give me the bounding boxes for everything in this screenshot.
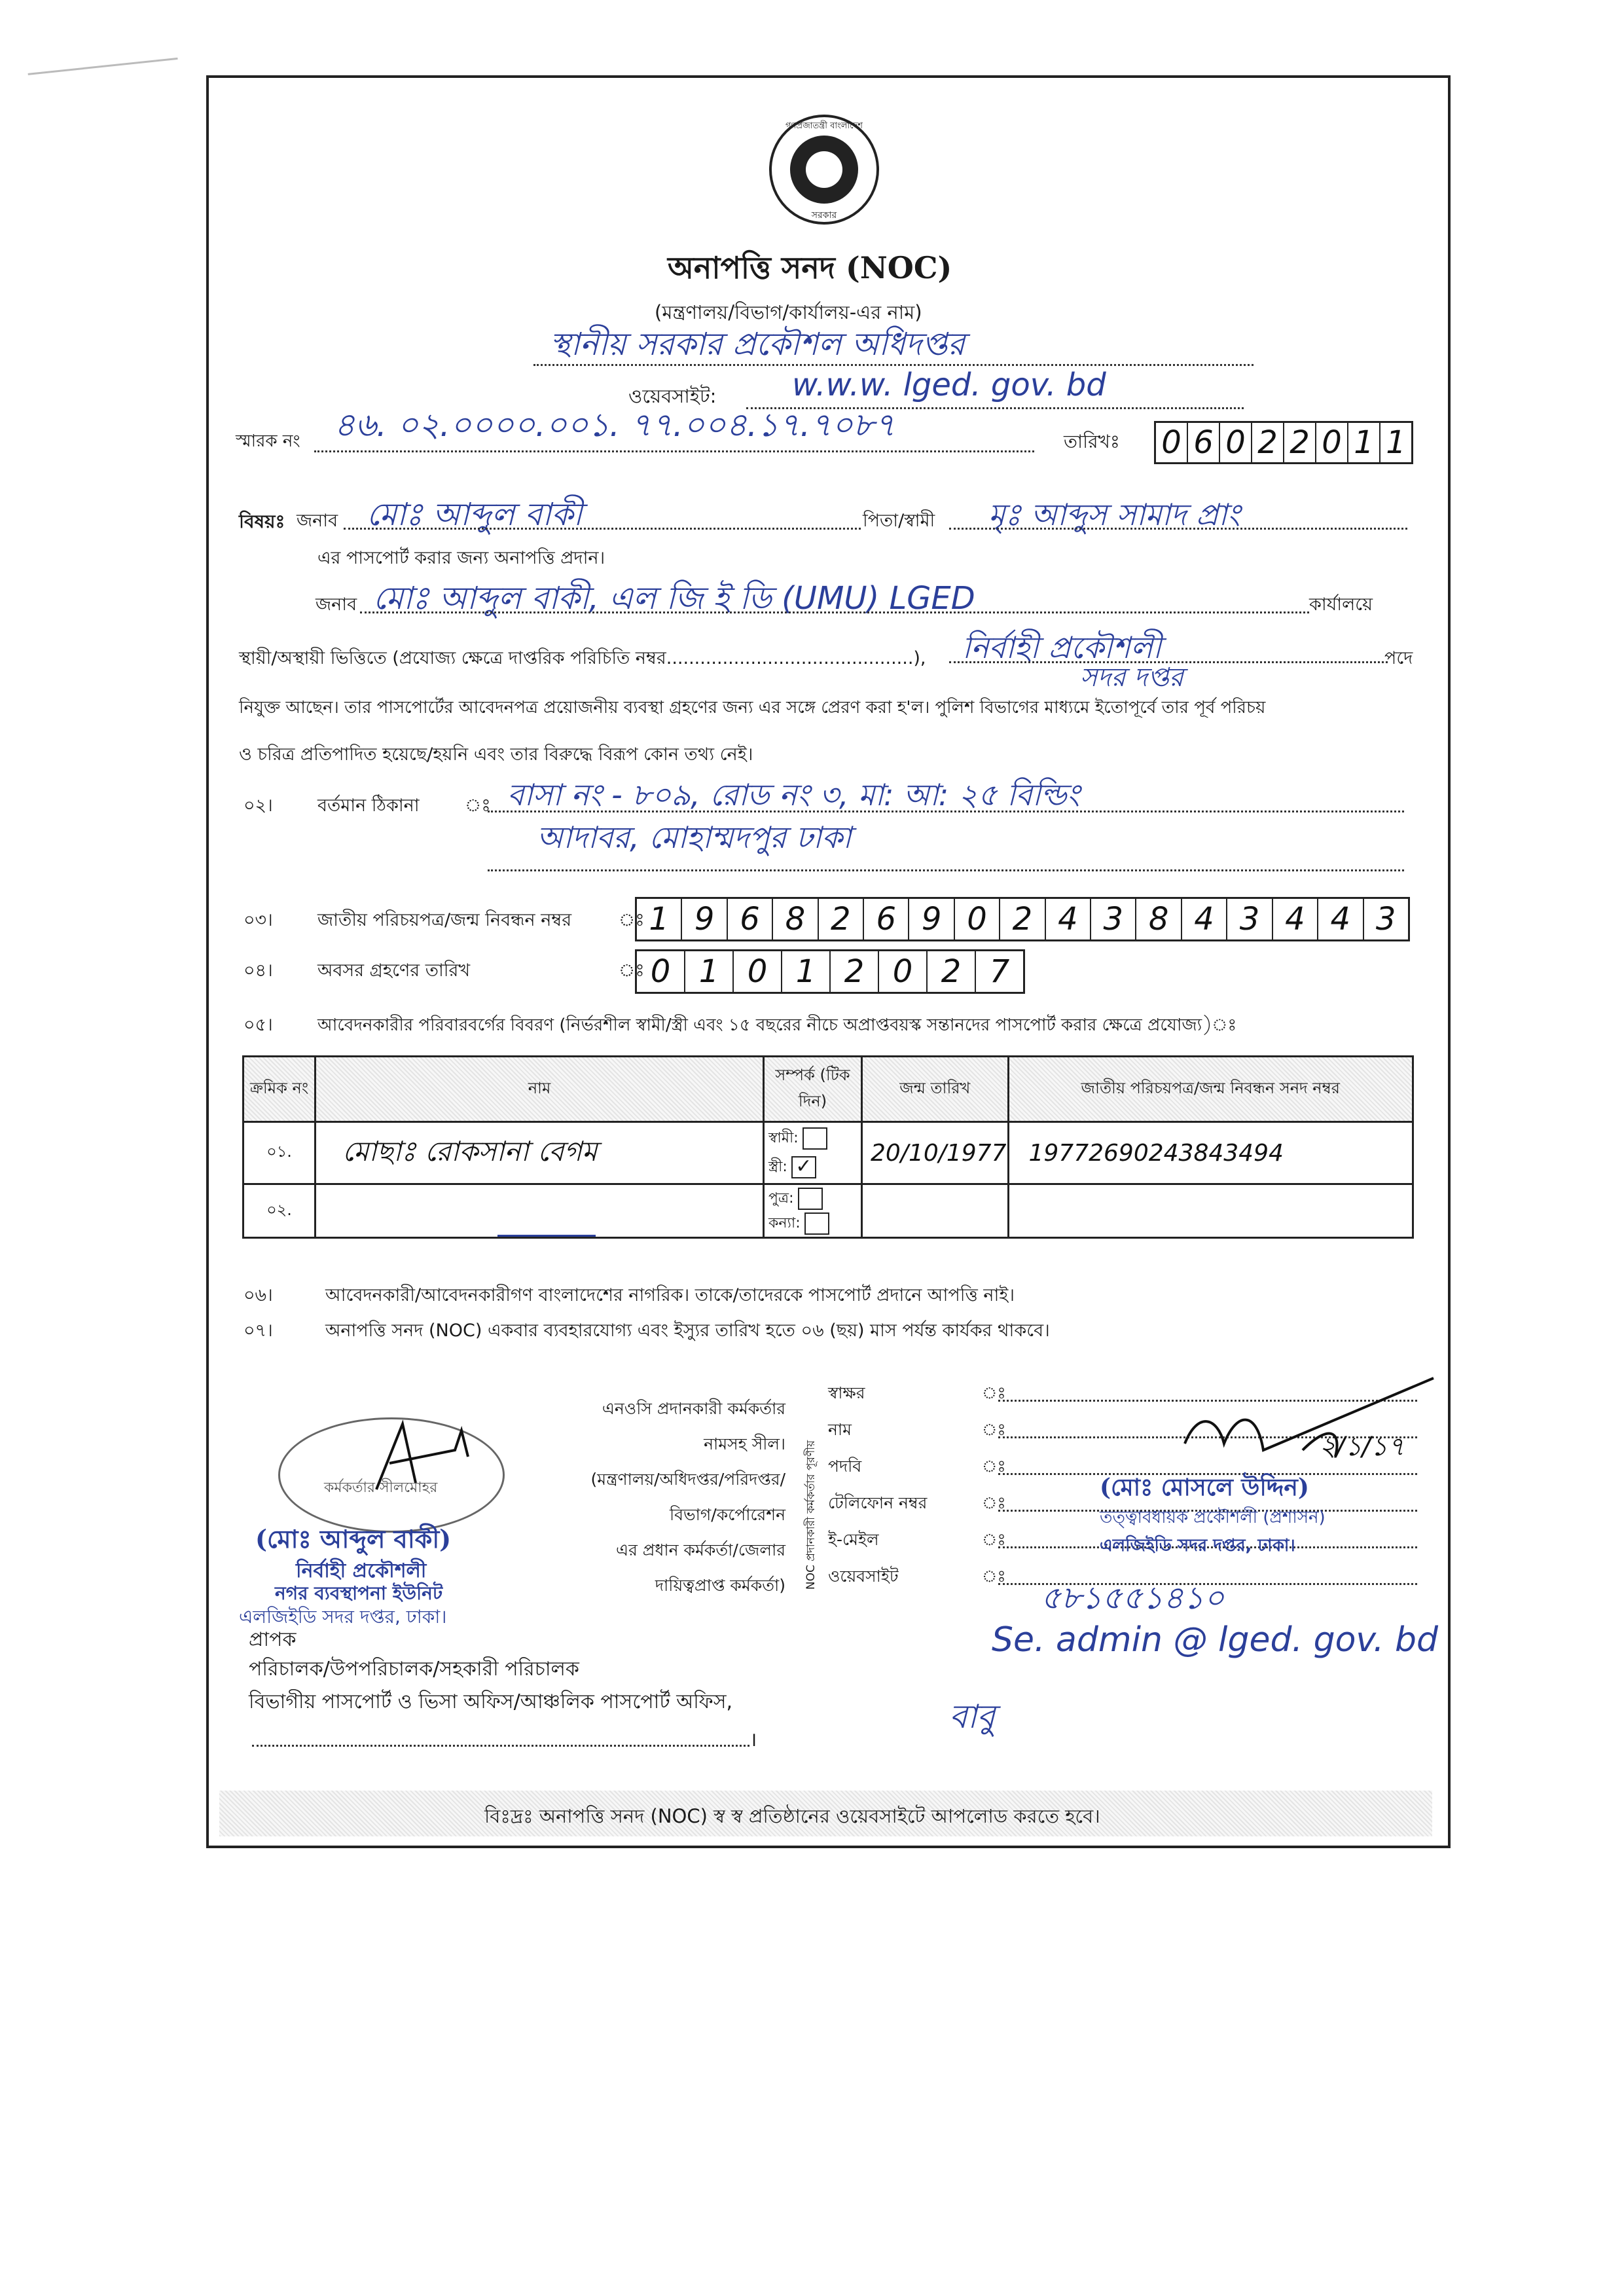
designation-note: সদর দপ্তর [1080, 663, 1184, 693]
col-dob: জন্ম তারিখ [862, 1057, 1009, 1122]
nid-digit: 3 [1375, 901, 1396, 938]
nid-colon: ঃ [619, 910, 645, 930]
subject-label: বিষয়ঃ [239, 511, 285, 532]
office-label: কার্যালয়ে [1309, 594, 1373, 615]
retire-digit: 2 [928, 951, 976, 992]
date-boxes [1154, 421, 1413, 464]
retire-digit: 7 [989, 953, 1010, 990]
nid-digit: 8 [1136, 899, 1182, 939]
address-label: বর্তমান ঠিকানা [317, 795, 420, 816]
item-03-number: ০৩। [244, 910, 273, 930]
item-07-number: ০৭। [244, 1321, 273, 1341]
item-04-number: ০৪। [244, 960, 273, 981]
father-label: পিতা/স্বামী [863, 511, 935, 531]
retire-label: অবসর গ্রহণের তারিখ [317, 960, 471, 981]
pen-stroke [497, 1235, 596, 1237]
date-digit: 0 [1156, 423, 1188, 462]
para-2: ও চরিত্র প্রতিপাদিত হয়েছে/হয়নি এবং তার বিরুদ্ধে বিরূপ কোন তথ্য নেই। [239, 744, 753, 765]
right-seal-desig: তত্ত্বাবধায়ক প্রকৌশলী (প্রশাসন) [1100, 1508, 1326, 1527]
father-name: মৃঃ আব্দুস সামাদ প্রাং [988, 497, 1240, 532]
retire-boxes [635, 949, 1025, 994]
table-row [244, 1184, 1413, 1238]
address-colon: ঃ [465, 795, 491, 816]
nid-digit: 1 [637, 899, 682, 939]
recipient-initial: বাবু [949, 1698, 996, 1736]
nid-digit: 9 [682, 899, 727, 939]
date-digit: 0 [1316, 423, 1348, 462]
item-06-text: আবেদনকারী/আবেদনকারীগণ বাংলাদেশের নাগরিক। তাকে/তাদেরকে পাসপোর্ট প্রদানে আপত্তি নাই। [325, 1285, 1015, 1305]
website-label: ওয়েবসাইট: [628, 385, 717, 407]
retire-colon: ঃ [619, 960, 645, 981]
row-relation [764, 1184, 862, 1238]
address-line-1: বাসা নং - ৮০৯, রোড নং ৩, মা: আ: ২৫ বিল্ডিং [507, 777, 1080, 812]
right-seal-name: (মোঃ মোসলে উদ্দিন) [1100, 1474, 1309, 1501]
nid-digit: 2 [1000, 899, 1045, 939]
col-nid: জাতীয় পরিচয়পত্র/জন্ম নিবন্ধন সনদ নম্বর [1008, 1057, 1413, 1122]
nid-digit: 9 [909, 899, 954, 939]
col-name: নাম [316, 1057, 764, 1122]
retire-digit: 1 [782, 951, 831, 992]
recipient-label: প্রাপক [249, 1628, 297, 1651]
left-seal-name: (মোঃ আব্দুল বাকী) [255, 1524, 452, 1554]
row-name: মোছাঃ রোকসানা বেগম [316, 1122, 764, 1184]
col-serial: ক্রমিক নং [244, 1057, 316, 1122]
recipient-line-3-end: । [749, 1728, 757, 1751]
rel-a: পুত্র: [768, 1190, 794, 1207]
row-dob: 20/10/1977 [862, 1122, 1009, 1184]
date-digit: 6 [1188, 423, 1220, 462]
designation-value: নির্বাহী প্রকৌশলী [962, 630, 1162, 665]
nid-digit: 4 [1046, 899, 1091, 939]
scan-mark [25, 31, 177, 75]
table-row [244, 1122, 1413, 1184]
subject-tail: এর পাসপোর্ট করার জন্য অনাপত্তি প্রদান। [317, 548, 605, 568]
family-table [242, 1055, 1414, 1239]
rel-b: কন্যা: [768, 1214, 801, 1231]
date-digit: 2 [1284, 423, 1316, 462]
date-digit: 1 [1348, 423, 1380, 462]
row-dob [862, 1184, 1009, 1238]
left-signature [363, 1411, 494, 1503]
date-digit: 2 [1252, 423, 1284, 462]
nid-boxes [635, 897, 1410, 941]
government-emblem [769, 115, 879, 225]
row-nid: 19772690243843494 [1008, 1122, 1413, 1184]
memo-label: স্মারক নং [236, 431, 300, 451]
emblem-text-top: গণপ্রজাতন্ত্রী বাংলাদেশ [785, 121, 863, 131]
left-seal-office: এলজিইডি সদর দপ্তর, ঢাকা। [239, 1606, 447, 1628]
row-serial: ০২. [244, 1184, 316, 1238]
janab-label: জনাব [297, 511, 338, 531]
retire-digit: 0 [637, 951, 685, 992]
tick-mark: ✓ [791, 1156, 816, 1178]
item-07-text: অনাপত্তি সনদ (NOC) একবার ব্যবহারযোগ্য এবং ইস্যুর তারিখ হতে ০৬ (ছয়) মাস পর্যন্ত কার্যকর থাকবে। [325, 1321, 1050, 1341]
rel-a: স্বামী: [768, 1130, 799, 1146]
recipient-line-2: বিভাগীয় পাসপোর্ট ও ভিসা অফিস/আঞ্চলিক পাসপোর্ট অফিস, [249, 1690, 733, 1713]
item-05-number: ০৫। [244, 1015, 273, 1035]
janab2-label: জনাব [316, 594, 357, 615]
nid-digit: 2 [819, 899, 864, 939]
signature-date: ২/১/১৭ [1319, 1432, 1405, 1462]
subject-name: মোঃ আব্দুল বাকী [367, 496, 583, 533]
officer-description: এনওসি প্রদানকারী কর্মকর্তার নামসহ সীল। (মন্ত্রণালয়/অধিদপ্তর/পরিদপ্তর/ বিভাগ/কর্পোরেশন এর প্রধান কর্মকর্তা/জেলার দায়িত্বপ্রাপ্ত কর্মকর্তা) [590, 1399, 785, 1595]
col-relation: সম্পর্ক (টিক দিন) [764, 1057, 862, 1122]
officer-fields: স্বাক্ষর ঃ নাম ঃ পদবি ঃ টেলিফোন নম্বর ঃ ই-মেইল ঃ ওয়েবসাইট ঃ [828, 1375, 1417, 1595]
officer-email: Se. admin @ lged. gov. bd [992, 1620, 1438, 1660]
nid-digit: 6 [864, 899, 909, 939]
para-1: নিযুক্ত আছেন। তার পাসপোর্টের আবেদনপত্র প্রয়োজনীয় ব্যবস্থা গ্রহণের জন্য এর সঙ্গে প্রেরণ করা হ'ল। পুলিশ বিভাগের মাধ্যমে ইতোপূর্বে তার পূর্ব পরিচয় [239, 698, 1266, 718]
date-label: তারিখঃ [1064, 431, 1120, 452]
office-name: স্থানীয় সরকার প্রকৌশল অধিদপ্তর [550, 326, 965, 363]
item-06-number: ০৬। [244, 1285, 273, 1305]
retire-digit: 2 [831, 951, 879, 992]
officer-vertical-label: NOC প্রদানকারী কর্মকর্তার পূরণীয় [804, 1440, 818, 1590]
nid-digit: 4 [1182, 899, 1227, 939]
retire-digit: 0 [879, 951, 928, 992]
janab2-value: মোঃ আব্দুল বাকী, এল জি ই ডি (UMU) LGED [373, 580, 975, 617]
left-seal-desig: নির্বাহী প্রকৌশলী [296, 1559, 427, 1582]
family-label: আবেদনকারীর পরিবারবর্গের বিবরণ (নির্ভরশীল স্বামী/স্ত্রী এবং ১৫ বছরের নীচে অপ্রাপ্তবয়স্ক সন্তানদের পাসপোর্ট করার ক্ষেত্রে প্রযোজ্য)ঃ [317, 1015, 1237, 1035]
emblem-text-bottom: সরকার [811, 210, 837, 221]
left-seal-unit: নগর ব্যবস্থাপনা ইউনিট [275, 1582, 443, 1604]
permanent-line: স্থায়ী/অস্থায়ী ভিত্তিতে (প্রযোজ্য ক্ষেত্রে দাপ্তরিক পরিচিতি নম্বর............................................), [239, 648, 926, 668]
nid-digit: 4 [1273, 899, 1318, 939]
date-digit: 0 [1220, 423, 1252, 462]
page-subtitle: (মন্ত্রণালয়/বিভাগ/কার্যালয়-এর নাম) [655, 301, 922, 323]
row-nid [1008, 1184, 1413, 1238]
row-serial: ০১. [244, 1122, 316, 1184]
pade-label: পদে [1384, 648, 1413, 668]
nid-digit: 3 [1227, 899, 1272, 939]
memo-value: ৪৬. ০২.০০০০.০০১. ৭৭.০০৪.১৭.৭০৮৭ [334, 406, 895, 444]
nid-digit: 8 [773, 899, 818, 939]
officer-phone: ৫৮১৫৫১৪১০ [1041, 1580, 1225, 1616]
left-seal-inner: কর্মকর্তার সীলমোহর [324, 1480, 438, 1496]
recipient-line-1: পরিচালক/উপপরিচালক/সহকারী পরিচালক [249, 1658, 579, 1681]
right-seal-office: এলজিইডি সদর দপ্তর, ঢাকা। [1100, 1536, 1295, 1556]
nid-label: জাতীয় পরিচয়পত্র/জন্ম নিবন্ধন নম্বর [317, 910, 572, 930]
nid-digit: 3 [1091, 899, 1136, 939]
rel-b: স্ত্রী: [768, 1159, 787, 1175]
item-02-number: ০২। [244, 795, 273, 816]
address-line-2: আদাবর, মোহাম্মদপুর ঢাকা [537, 820, 852, 855]
retire-digit: 1 [685, 951, 734, 992]
row-relation [764, 1122, 862, 1184]
website-value: w.w.w. lged. gov. bd [792, 367, 1106, 403]
nid-digit: 4 [1318, 899, 1363, 939]
retire-digit: 0 [734, 951, 782, 992]
page-title: অনাপত্তি সনদ (NOC) [668, 250, 952, 285]
right-signature [1172, 1372, 1447, 1476]
nid-digit: 0 [955, 899, 1000, 939]
nid-digit: 6 [728, 899, 773, 939]
row-name [316, 1184, 764, 1238]
date-digit: 1 [1386, 424, 1406, 461]
footer-note: বিঃদ্রঃ অনাপত্তি সনদ (NOC) স্ব স্ব প্রতিষ্ঠানের ওয়েবসাইটে আপলোড করতে হবে। [484, 1805, 1100, 1827]
